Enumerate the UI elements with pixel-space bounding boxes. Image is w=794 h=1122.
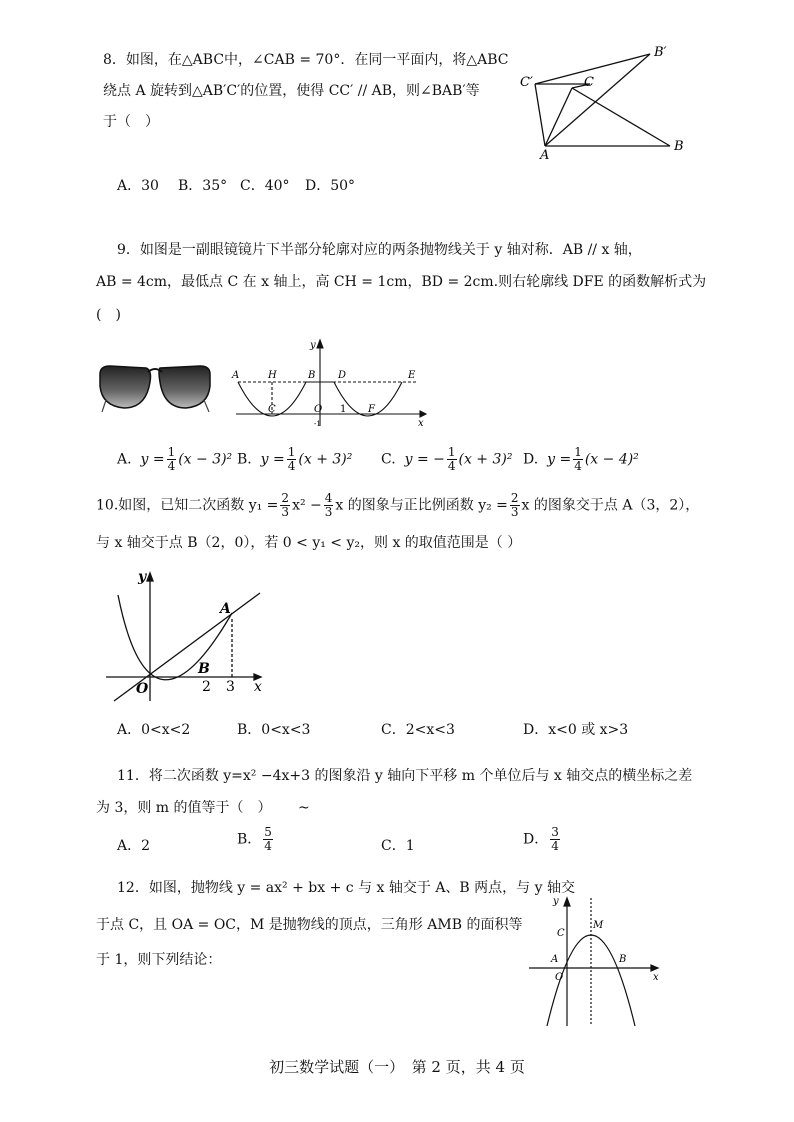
q10-figure <box>100 565 270 705</box>
q10-line1: 10.如图，已知二次函数 y₁ = $\frac{2}{3}$ x² − $\frac{4}{3}$ x 的图象与正比例函数 y₂ = $\frac{2}{3}$ x 的图象交于点 A（3，2）， <box>96 491 700 519</box>
q11-stray-mark: ~ <box>298 800 310 816</box>
q12-label-c: C <box>557 928 565 939</box>
q8-line1: 8．如图，在△ABC中，∠CAB = 70°．在同一平面内，将△ABC <box>103 52 509 68</box>
page-footer: 初三数学试题（一） 第 2 页，共 4 页 <box>269 1058 525 1076</box>
q12-label-y: y <box>553 896 559 907</box>
q10-line2: 与 x 轴交于点 B（2，0），若 0 < y₁ < y₂，则 x 的取值范围是（ ） <box>96 535 522 551</box>
q8-label-c: C <box>584 75 594 90</box>
q10-label-o: O <box>136 681 149 697</box>
q12-label-x: x <box>653 972 659 983</box>
q9-label-c: C <box>268 404 276 415</box>
q11-option-c: C．1 <box>381 838 415 854</box>
q9-label-y: y <box>310 340 316 351</box>
q12-label-a: A <box>551 954 559 965</box>
q8-option-a: A．30 <box>117 178 159 194</box>
q10-option-c: C．2<x<3 <box>381 722 455 738</box>
q8-label-a: A <box>540 148 550 160</box>
q9-label-one: 1 <box>340 404 347 415</box>
q12-line1: 12．如图，抛物线 y = ax² + bx + c 与 x 轴交于 A、B 两点，与 y 轴交 <box>117 880 575 896</box>
q9-figure <box>230 338 430 428</box>
q10-option-a: A．0<x<2 <box>117 722 191 738</box>
q8-line3: 于（ ） <box>103 114 159 130</box>
q9-label-neg1: -1 <box>314 420 321 428</box>
q9-label-f: F <box>368 404 375 415</box>
q11-option-a: A．2 <box>117 838 151 854</box>
q10-option-b: B．0<x<3 <box>237 722 311 738</box>
q12-label-m: M <box>593 920 604 931</box>
q12-figure <box>525 890 665 1030</box>
q10-label-two: 2 <box>202 679 211 695</box>
q10-label-three: 3 <box>226 679 235 695</box>
q8-label-c-prime: C′ <box>520 75 533 90</box>
q10-label-y: y <box>138 569 147 585</box>
q12-line2: 于点 C，且 OA = OC，M 是抛物线的顶点，三角形 AMB 的面积等 <box>96 917 523 933</box>
q10-label-x: x <box>254 679 262 695</box>
q9-line2: AB = 4cm，最低点 C 在 x 轴上，高 CH = 1cm，BD = 2cm.则右轮廓线 DFE 的函数解析式为 <box>96 274 707 290</box>
q11-line2: 为 3，则 m 的值等于（ ） <box>96 800 272 816</box>
q9-label-a: A <box>232 370 240 381</box>
q10-label-b: B <box>198 661 210 677</box>
q9-option-c: C. y = − $\frac{1}{4}$ (x + 3)² <box>381 445 513 473</box>
q9-label-e: E <box>408 370 416 381</box>
q9-label-d: D <box>338 370 347 381</box>
q9-label-h: H <box>268 370 277 381</box>
q11-line1: 11．将二次函数 y=x² −4x+3 的图象沿 y 轴向下平移 m 个单位后与 x 轴交点的横坐标之差 <box>117 768 693 784</box>
q8-line2: 绕点 A 旋转到△AB′C′的位置，使得 CC′ // AB，则∠BAB′等 <box>103 83 480 99</box>
q12-line3: 于 1，则下列结论： <box>96 952 222 968</box>
q12-label-b: B <box>619 954 627 965</box>
q9-option-d: D. y = $\frac{1}{4}$ (x − 4)² <box>523 445 639 473</box>
sunglasses-image <box>96 360 216 418</box>
q9-line3: ( ) <box>96 307 121 323</box>
q9-label-o: O <box>314 404 323 415</box>
q9-option-b: B. y = $\frac{1}{4}$ (x + 3)² <box>237 445 353 473</box>
q10-label-a: A <box>220 601 231 617</box>
q9-label-x: x <box>418 418 424 428</box>
q8-figure <box>510 40 700 160</box>
q9-option-a: A. y = $\frac{1}{4}$ (x − 3)² <box>117 445 233 473</box>
q9-line1: 9．如图是一副眼镜镜片下半部分轮廓对应的两条抛物线关于 y 轴对称．AB // x 轴， <box>117 242 642 258</box>
q10-option-d: D．x<0 或 x>3 <box>523 722 629 738</box>
q9-label-b: B <box>308 370 316 381</box>
q11-option-b: B． $\frac{5}{4}$ <box>237 825 272 853</box>
q8-option-c: C．40° <box>240 178 290 194</box>
q12-label-o: O <box>555 972 564 983</box>
q8-label-b: B <box>674 139 684 154</box>
q8-option-b: B．35° <box>178 178 228 194</box>
q11-option-d: D． $\frac{3}{4}$ <box>523 825 559 853</box>
q8-label-b-prime: B′ <box>654 45 667 60</box>
q8-option-d: D．50° <box>305 178 356 194</box>
